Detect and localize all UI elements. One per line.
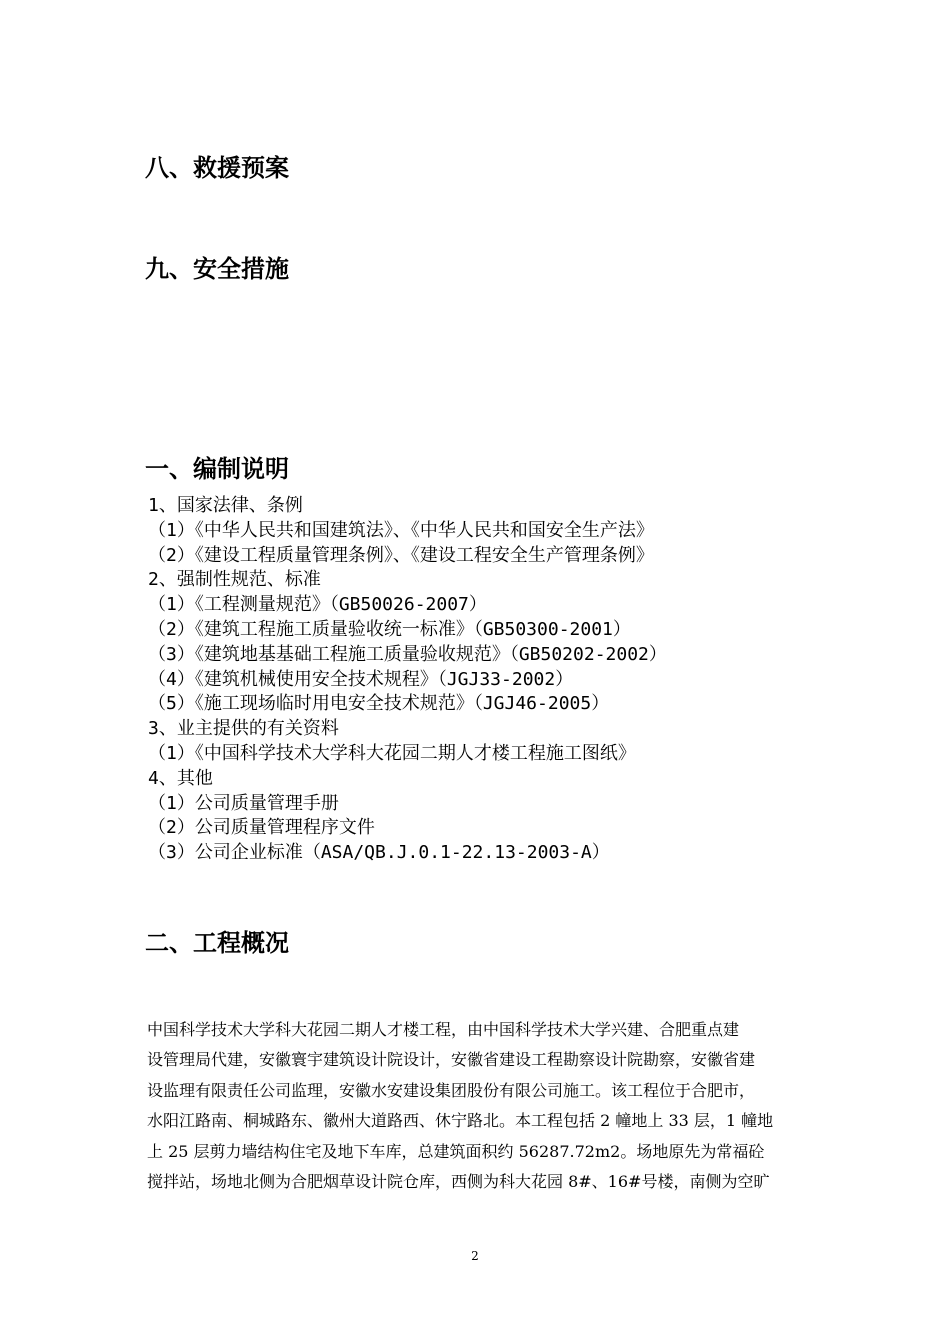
list-item: （2）公司质量管理程序文件 xyxy=(148,817,375,839)
heading-project-overview: 二、工程概况 xyxy=(145,929,289,957)
paragraph-line: 设监理有限责任公司监理，安徽水安建设集团股份有限公司施工。该工程位于合肥市， xyxy=(147,1080,756,1100)
list-item: （4）《建筑机械使用安全技术规程》（JGJ33-2002） xyxy=(148,668,574,690)
list-item: （1）公司质量管理手册 xyxy=(148,792,339,814)
list-item: 3、业主提供的有关资料 xyxy=(148,718,339,740)
list-item: （2）《建筑工程施工质量验收统一标准》（GB50300-2001） xyxy=(148,618,631,640)
heading-rescue-plan: 八、救援预案 xyxy=(145,154,289,182)
list-item: （1）《工程测量规范》（GB50026-2007） xyxy=(148,594,487,616)
list-item: （1）《中国科学技术大学科大花园二期人才楼工程施工图纸》 xyxy=(148,742,636,764)
page-number: 2 xyxy=(471,1249,479,1263)
paragraph-line: 设管理局代建，安徽寰宇建筑设计院设计，安徽省建设工程勘察设计院勘察，安徽省建 xyxy=(147,1050,756,1070)
heading-compilation-notes: 一、编制说明 xyxy=(145,455,289,483)
list-item: 1、国家法律、条例 xyxy=(148,495,303,516)
paragraph-line: 中国科学技术大学科大花园二期人才楼工程，由中国科学技术大学兴建、合肥重点建 xyxy=(147,1020,740,1039)
paragraph-line: 水阳江路南、桐城路东、徽州大道路西、休宁路北。本工程包括 2 幢地上 33 层，1 幢地 xyxy=(147,1111,774,1131)
list-item: （5）《施工现场临时用电安全技术规范》（JGJ46-2005） xyxy=(148,693,610,715)
paragraph-line: 上 25 层剪力墙结构住宅及地下车库，总建筑面积约 56287.72m2。场地原先为常福砼 xyxy=(147,1141,765,1161)
heading-safety-measures: 九、安全措施 xyxy=(145,255,289,283)
list-item: （3）公司企业标准（ASA/QB.J.0.1-22.13-2003-A） xyxy=(148,842,610,864)
list-item: （3）《建筑地基基础工程施工质量验收规范》（GB50202-2002） xyxy=(148,643,667,665)
paragraph-line: 搅拌站，场地北侧为合肥烟草设计院仓库，西侧为科大花园 8#、16#号楼，南侧为空旷 xyxy=(147,1171,770,1191)
list-item: （2）《建设工程质量管理条例》、《建设工程安全生产管理条例》 xyxy=(148,544,654,566)
list-item: 2、强制性规范、标准 xyxy=(148,569,321,591)
list-item: （1）《中华人民共和国建筑法》、《中华人民共和国安全生产法》 xyxy=(148,519,654,541)
list-item: 4、其他 xyxy=(148,767,213,789)
reference-list xyxy=(148,494,667,866)
project-overview-paragraph xyxy=(147,1015,859,1197)
